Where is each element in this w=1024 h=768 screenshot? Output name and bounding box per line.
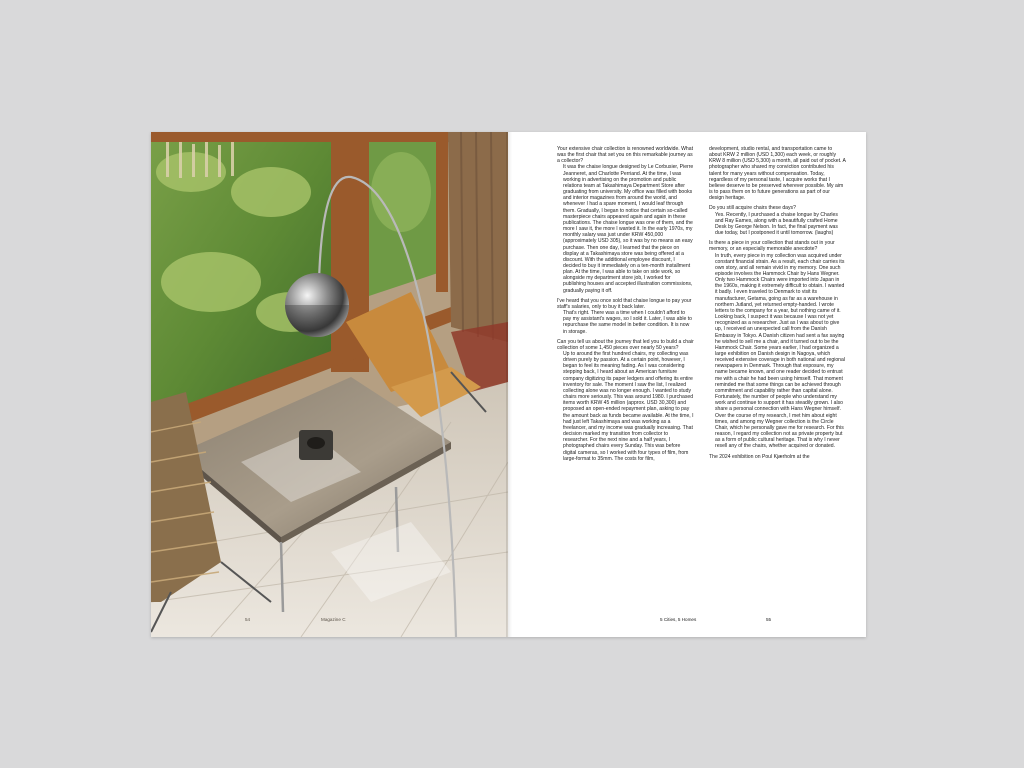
qa-block — [709, 240, 846, 449]
right-page-text — [508, 132, 866, 637]
spread-gutter — [506, 132, 512, 637]
answer: That's right. There was a time when I couldn't afford to pay my assistant's wages, so I sold it. Later, I was able to repurchase the same model in better condition. It is now in storage. — [563, 310, 692, 335]
question: Is there a piece in your collection that stands out in your memory, or an especially memorable anecdote? — [709, 240, 835, 253]
folio-title-right: 5 Cities, 5 Homes — [660, 617, 697, 622]
qa-block — [557, 146, 694, 294]
answer: In truth, every piece in my collection was acquired under constant financial strain. As a result, each chair carries its own story, and all remain vivid in my memory. One such episode involves the Hammock Chair by Hans Wegner. Only two Hammock Chairs were imported into Japan in the 1960s, making it extremely difficult to obtain. I wanted it badly. I even traveled to Denmark to visit its manufacturer, Getama, going as far as a warehouse in northern Jutland, yet returned empty-handed. I wrote letters to the company for a year, but nothing came of it. Looking back, I suspect it was because I was not yet recognized as a researcher. Just as I was about to give up, I received an unexpected call from the Danish Embassy in Tokyo. A Danish citizen had sent a fax saying he wished to sell me a chair, and it turned out to be the Hammock Chair. Some years earlier, I had organized a large exhibition on Danish design in Nagoya, which received extensive coverage in both national and regional newspapers in Denmark. Through that exposure, my name became known, and one reader decided to entrust me with a chair he had been using himself. That moment reminded me that some things can be achieved through commitment and capability rather than capital alone. Fortunately, the number of people who understand my work and continue to support it has steadily grown. I also share a personal connection with Hans Wegner himself. Over the course of my research, I met him about eight times, and among my Wegner collection is the Circle Chair, which he personally gave me for research. For this reason, I regard my collection not as private property but as a form of public cultural heritage. That is why I never resell any of the chairs, whether acquired or donated. — [715, 252, 845, 450]
folio-page-number-right: 55 — [766, 617, 772, 622]
qa-block — [557, 298, 694, 335]
question: Can you tell us about the journey that led you to build a chair collection of some 1,450 pieces over nearly 50 years? — [557, 338, 694, 351]
answer: Up to around the first hundred chairs, my collecting was driven purely by passion. At a certain point, however, I began to feel its meaning fading. As I was considering stepping back, I heard about an American furniture company digitizing its paper ledgers and offering its entire inventory for sale. The moment I saw the list, I realized collecting alone was no longer enough. I wanted to study chairs more seriously. This was around 1980. I purchased items worth KRW 45 million (approx. USD 30,300) and proposed an open-ended repayment plan, asking to pay the amount back as funds became available. At the time, I had just left Takashimaya and was working as a freelancer, and my income was gradually increasing. That decision marked my transition from collector to researcher. For the next nine and a half years, I photographed chairs every Sunday. This was before digital cameras, so I worked with four types of film, from large-format to 35mm. The costs for film, — [563, 351, 694, 462]
text-column-2 — [709, 146, 846, 464]
question: I've heard that you once sold that chaise longue to pay your staff's salaries, only to buy it back later. — [557, 297, 692, 310]
answer: Yes. Recently, I purchased a chaise longue by Charles and Ray Eames, along with a beautifully crafted Home Desk by George Nelson. In fact, the final payment was due today, but I postponed it until tomorrow. (laughs) — [715, 211, 838, 237]
qa-block — [557, 339, 694, 462]
qa-block — [709, 146, 846, 201]
folio-page-number-left: 54 — [245, 617, 251, 622]
interior-photo — [151, 132, 508, 637]
question: Do you still acquire chairs these days? — [709, 205, 796, 212]
left-page-photo — [151, 132, 508, 637]
paragraph-continues: The 2024 exhibition on Poul Kjærholm at the — [709, 453, 810, 460]
qa-block — [709, 205, 846, 236]
folio-title-left: Magazine C — [321, 617, 346, 622]
text-column-1 — [557, 146, 694, 466]
qa-block — [709, 454, 846, 460]
magazine-spread — [151, 132, 866, 637]
answer: It was the chaise longue designed by Le Corbusier, Pierre Jeanneret, and Charlotte Perriand. At the time, I was working in advertising on the promotion and public relations team at Takashimaya Department Store after graduating from university. My office was filled with books and interior magazines from around the world, and whenever I had a spare moment, I would leaf through them. Gradually, I began to notice that certain so-called masterpiece chairs appeared again and again in these publications. The chaise longue was one of them, and the more I saw it, the more I wanted it. In the early 1970s, my monthly salary was just under KRW 450,000 (approximately USD 305), so it was by no means an easy purchase. Then one day, I learned that the piece on display at a Takashimaya store was being offered at a discount. With the additional employee discount, I decided to buy it immediately on a ten-month installment plan. At the time, I was able to take on side work, so alongside my department store job, I worked for publishing houses and accepted illustration commissions, gradually paying it off. — [563, 164, 694, 294]
answer-continued: development, studio rental, and transportation came to about KRW 2 million (USD 1,300) each week, or roughly KRW 8 million (USD 5,300) a month, all paid out of pocket. A photographer who shared my conviction contributed his talent for many years without compensation. Today, regardless of my personal taste, I acquire works that I believe deserve to be preserved wherever possible. My aim is to pass them on to future generations as part of our design heritage. — [709, 146, 846, 202]
question: Your extensive chair collection is renowned worldwide. What was the first chair that set you on this remarkable journey as a collector? — [557, 146, 693, 165]
